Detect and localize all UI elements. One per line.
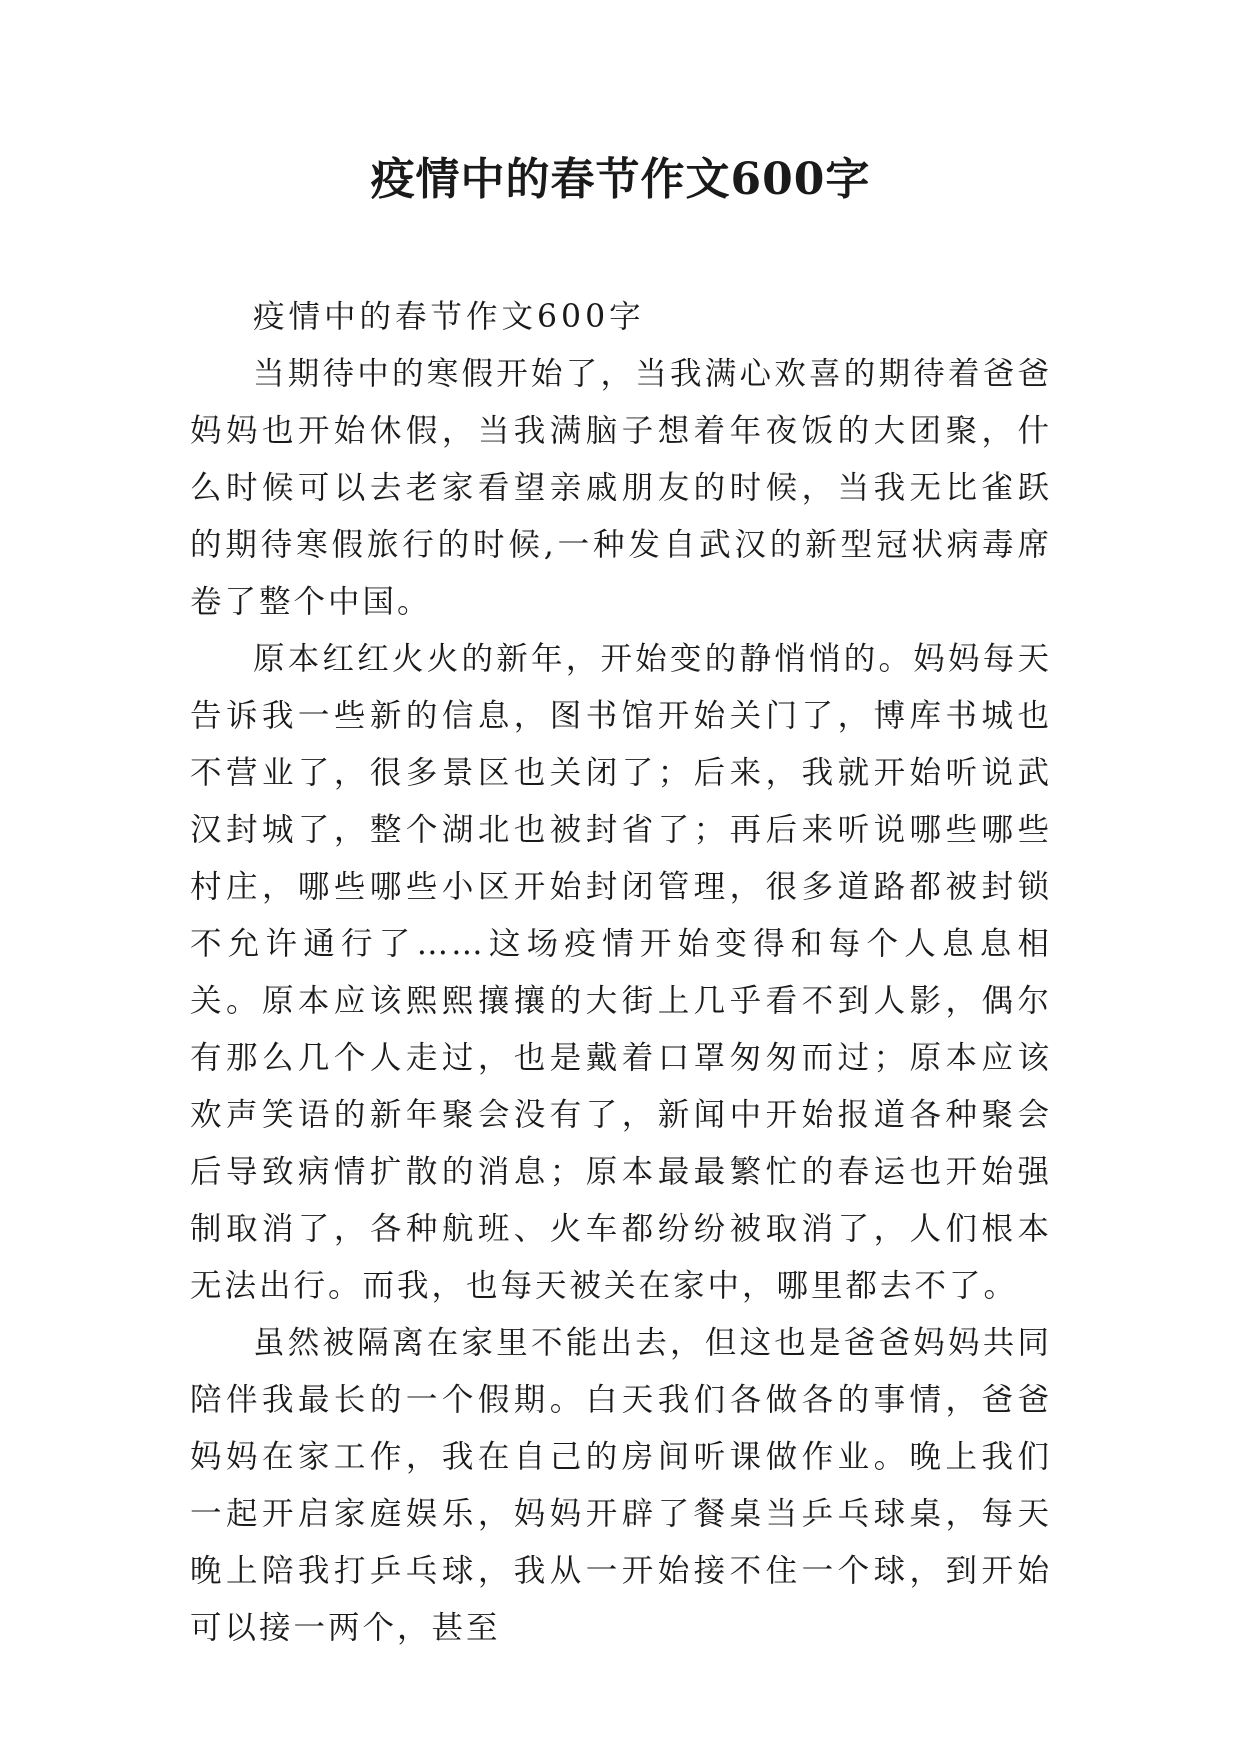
document-title: 疫情中的春节作文600字 — [370, 154, 871, 205]
document-body — [190, 289, 1052, 1657]
paragraph: 虽然被隔离在家里不能出去，但这也是爸爸妈妈共同陪伴我最长的一个假期。白天我们各做各的事情，爸爸妈妈在家工作，我在自己的房间听课做作业。晚上我们一起开启家庭娱乐，妈妈开辟了餐桌当乒乓球桌，每天晚上陪我打乒乓球，我从一开始接不住一个球，到开始可以接一两个，甚至 — [190, 1325, 1052, 1646]
paragraph: 原本红红火火的新年，开始变的静悄悄的。妈妈每天告诉我一些新的信息，图书馆开始关门了，博库书城也不营业了，很多景区也关闭了；后来，我就开始听说武汉封城了，整个湖北也被封省了；再后来听说哪些哪些村庄，哪些哪些小区开始封闭管理，很多道路都被封锁不允许通行了……这场疫情开始变得和每个人息息相关。原本应该熙熙攘攘的大街上几乎看不到人影，偶尔有那么几个人走过，也是戴着口罩匆匆而过；原本应该欢声笑语的新年聚会没有了，新闻中开始报道各种聚会后导致病情扩散的消息；原本最最繁忙的春运也开始强制取消了，各种航班、火车都纷纷被取消了，人们根本无法出行。而我，也每天被关在家中，哪里都去不了。 — [190, 641, 1052, 1304]
paragraph-heading: 疫情中的春节作文600字 — [253, 299, 645, 335]
paragraph: 当期待中的寒假开始了，当我满心欢喜的期待着爸爸妈妈也开始休假，当我满脑子想着年夜饭的大团聚，什么时候可以去老家看望亲戚朋友的时候，当我无比雀跃的期待寒假旅行的时候,一种发自武汉的新型冠状病毒席卷了整个中国。 — [190, 356, 1052, 620]
